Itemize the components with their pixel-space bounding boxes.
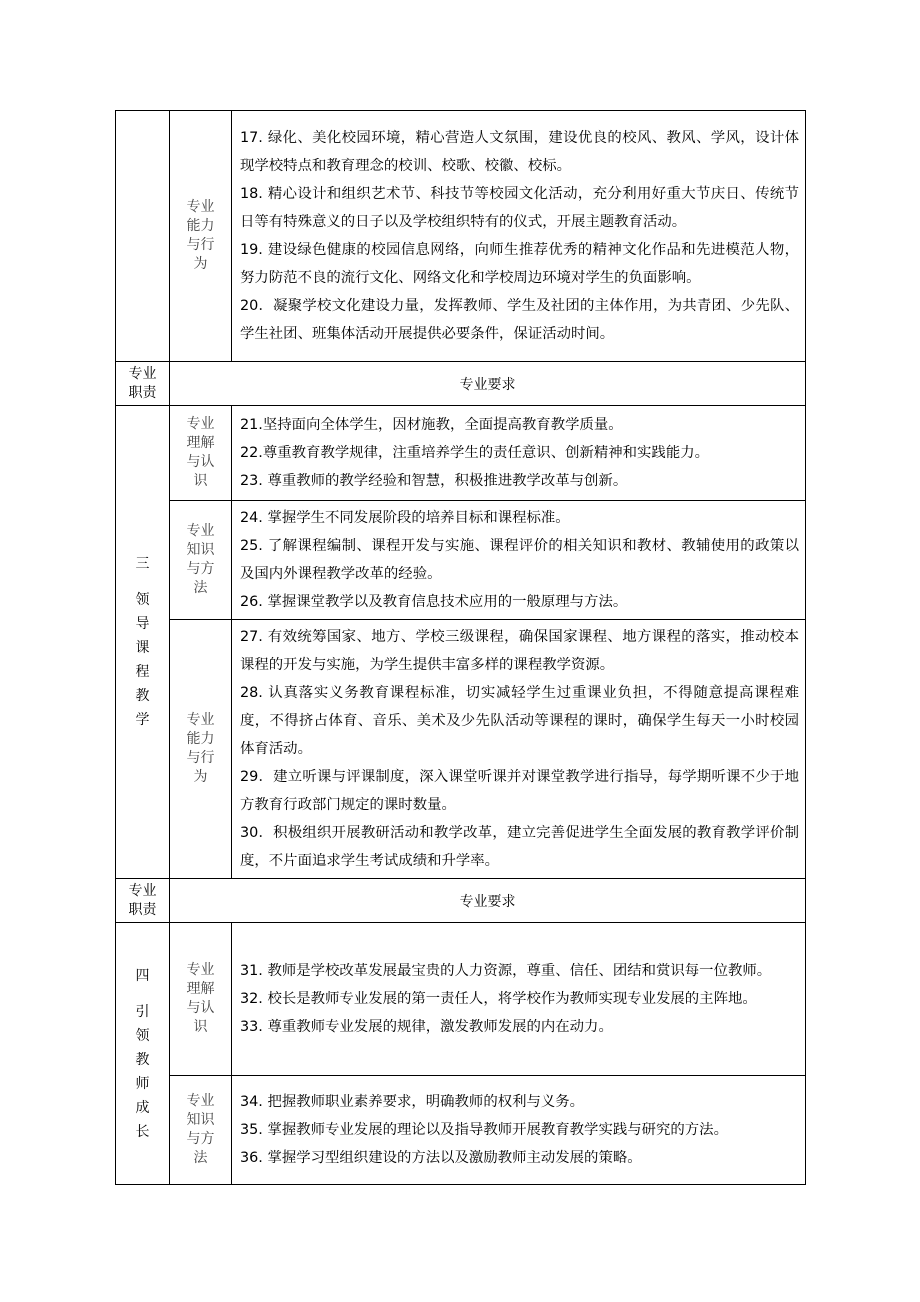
content-cell <box>232 1076 806 1185</box>
list-item: 21.坚持面向全体学生，因材施教，全面提高教育教学质量。 <box>240 417 623 433</box>
category-label: 专业知识与方法 <box>186 523 215 596</box>
content-cell <box>232 501 806 620</box>
duty-header-label: 专业职责 <box>128 365 157 401</box>
category-cell <box>170 406 232 501</box>
requirement-header: 专业要求 <box>170 362 806 406</box>
list-item: 34. 把握教师职业素养要求，明确教师的权利与义务。 <box>240 1094 585 1110</box>
list-item: 28. 认真落实义务教育课程标准，切实减轻学生过重课业负担，不得随意提高课程难度，不得挤占体育、音乐、美术及少先队活动等课程的课时，确保学生每天一小时校园体育活动。 <box>240 685 799 757</box>
duty-cell-section-4 <box>116 923 170 1185</box>
duty-number: 四 <box>135 967 150 984</box>
content-cell <box>232 620 806 879</box>
list-item: 31. 教师是学校改革发展最宝贵的人力资源，尊重、信任、团结和赏识每一位教师。 <box>240 963 772 979</box>
category-label: 专业能力与行为 <box>186 199 215 272</box>
duty-cell-continued <box>116 111 170 362</box>
table-row <box>116 111 806 362</box>
category-cell <box>170 1076 232 1185</box>
duty-title: 引领教师成长 <box>135 1003 150 1140</box>
duty-title: 领导课程教学 <box>135 592 150 728</box>
category-cell <box>170 620 232 879</box>
header-row <box>116 879 806 923</box>
duty-number: 三 <box>135 556 150 572</box>
table-row <box>116 1076 806 1185</box>
list-item: 23. 尊重教师的教学经验和智慧，积极推进教学改革与创新。 <box>240 473 628 489</box>
list-item: 26. 掌握课堂教学以及教育信息技术应用的一般原理与方法。 <box>240 594 628 610</box>
list-item: 30．积极组织开展教研活动和教学改革，建立完善促进学生全面发展的教育教学评价制度，不片面追求学生考试成绩和升学率。 <box>240 825 799 869</box>
duty-header <box>116 362 170 406</box>
category-label: 专业理解与认识 <box>186 416 215 489</box>
list-item: 19. 建设绿色健康的校园信息网络，向师生推荐优秀的精神文化作品和先进模范人物，努力防范不良的流行文化、网络文化和学校周边环境对学生的负面影响。 <box>240 242 799 286</box>
list-item: 36. 掌握学习型组织建设的方法以及激励教师主动发展的策略。 <box>240 1150 642 1166</box>
table-row <box>116 501 806 620</box>
list-item: 29．建立听课与评课制度，深入课堂听课并对课堂教学进行指导，每学期听课不少于地方教育行政部门规定的课时数量。 <box>240 769 799 813</box>
list-item: 20．凝聚学校文化建设力量，发挥教师、学生及社团的主体作用，为共青团、少先队、学生社团、班集体活动开展提供必要条件，保证活动时间。 <box>240 298 799 342</box>
category-cell <box>170 111 232 362</box>
content-cell <box>232 406 806 501</box>
list-item: 33. 尊重教师专业发展的规律，激发教师发展的内在动力。 <box>240 1019 613 1035</box>
list-item: 24. 掌握学生不同发展阶段的培养目标和课程标准。 <box>240 510 570 526</box>
duties-table <box>115 110 806 1185</box>
requirement-header: 专业要求 <box>170 879 806 923</box>
list-item: 18. 精心设计和组织艺术节、科技节等校园文化活动，充分利用好重大节庆日、传统节日等有特殊意义的日子以及学校组织特有的仪式，开展主题教育活动。 <box>240 186 799 230</box>
duty-header <box>116 879 170 923</box>
category-cell <box>170 923 232 1076</box>
table-row <box>116 923 806 1076</box>
list-item: 35. 掌握教师专业发展的理论以及指导教师开展教育教学实践与研究的方法。 <box>240 1122 728 1138</box>
list-item: 32. 校长是教师专业发展的第一责任人，将学校作为教师实现专业发展的主阵地。 <box>240 991 757 1007</box>
duty-header-label: 专业职责 <box>128 882 157 918</box>
duty-cell-section-3 <box>116 406 170 879</box>
header-row <box>116 362 806 406</box>
category-label: 专业能力与行为 <box>186 712 215 785</box>
list-item: 22.尊重教育教学规律，注重培养学生的责任意识、创新精神和实践能力。 <box>240 445 709 461</box>
list-item: 27. 有效统筹国家、地方、学校三级课程，确保国家课程、地方课程的落实，推动校本课程的开发与实施，为学生提供丰富多样的课程教学资源。 <box>240 629 799 673</box>
list-item: 25. 了解课程编制、课程开发与实施、课程评价的相关知识和教材、教辅使用的政策以及国内外课程教学改革的经验。 <box>240 538 799 582</box>
table-row <box>116 620 806 879</box>
category-label: 专业知识与方法 <box>186 1093 215 1166</box>
table-row <box>116 406 806 501</box>
category-label: 专业理解与认识 <box>186 962 215 1035</box>
category-cell <box>170 501 232 620</box>
list-item: 17. 绿化、美化校园环境，精心营造人文氛围，建设优良的校风、教风、学风，设计体现学校特点和教育理念的校训、校歌、校徽、校标。 <box>240 130 799 174</box>
content-cell <box>232 923 806 1076</box>
content-cell <box>232 111 806 362</box>
